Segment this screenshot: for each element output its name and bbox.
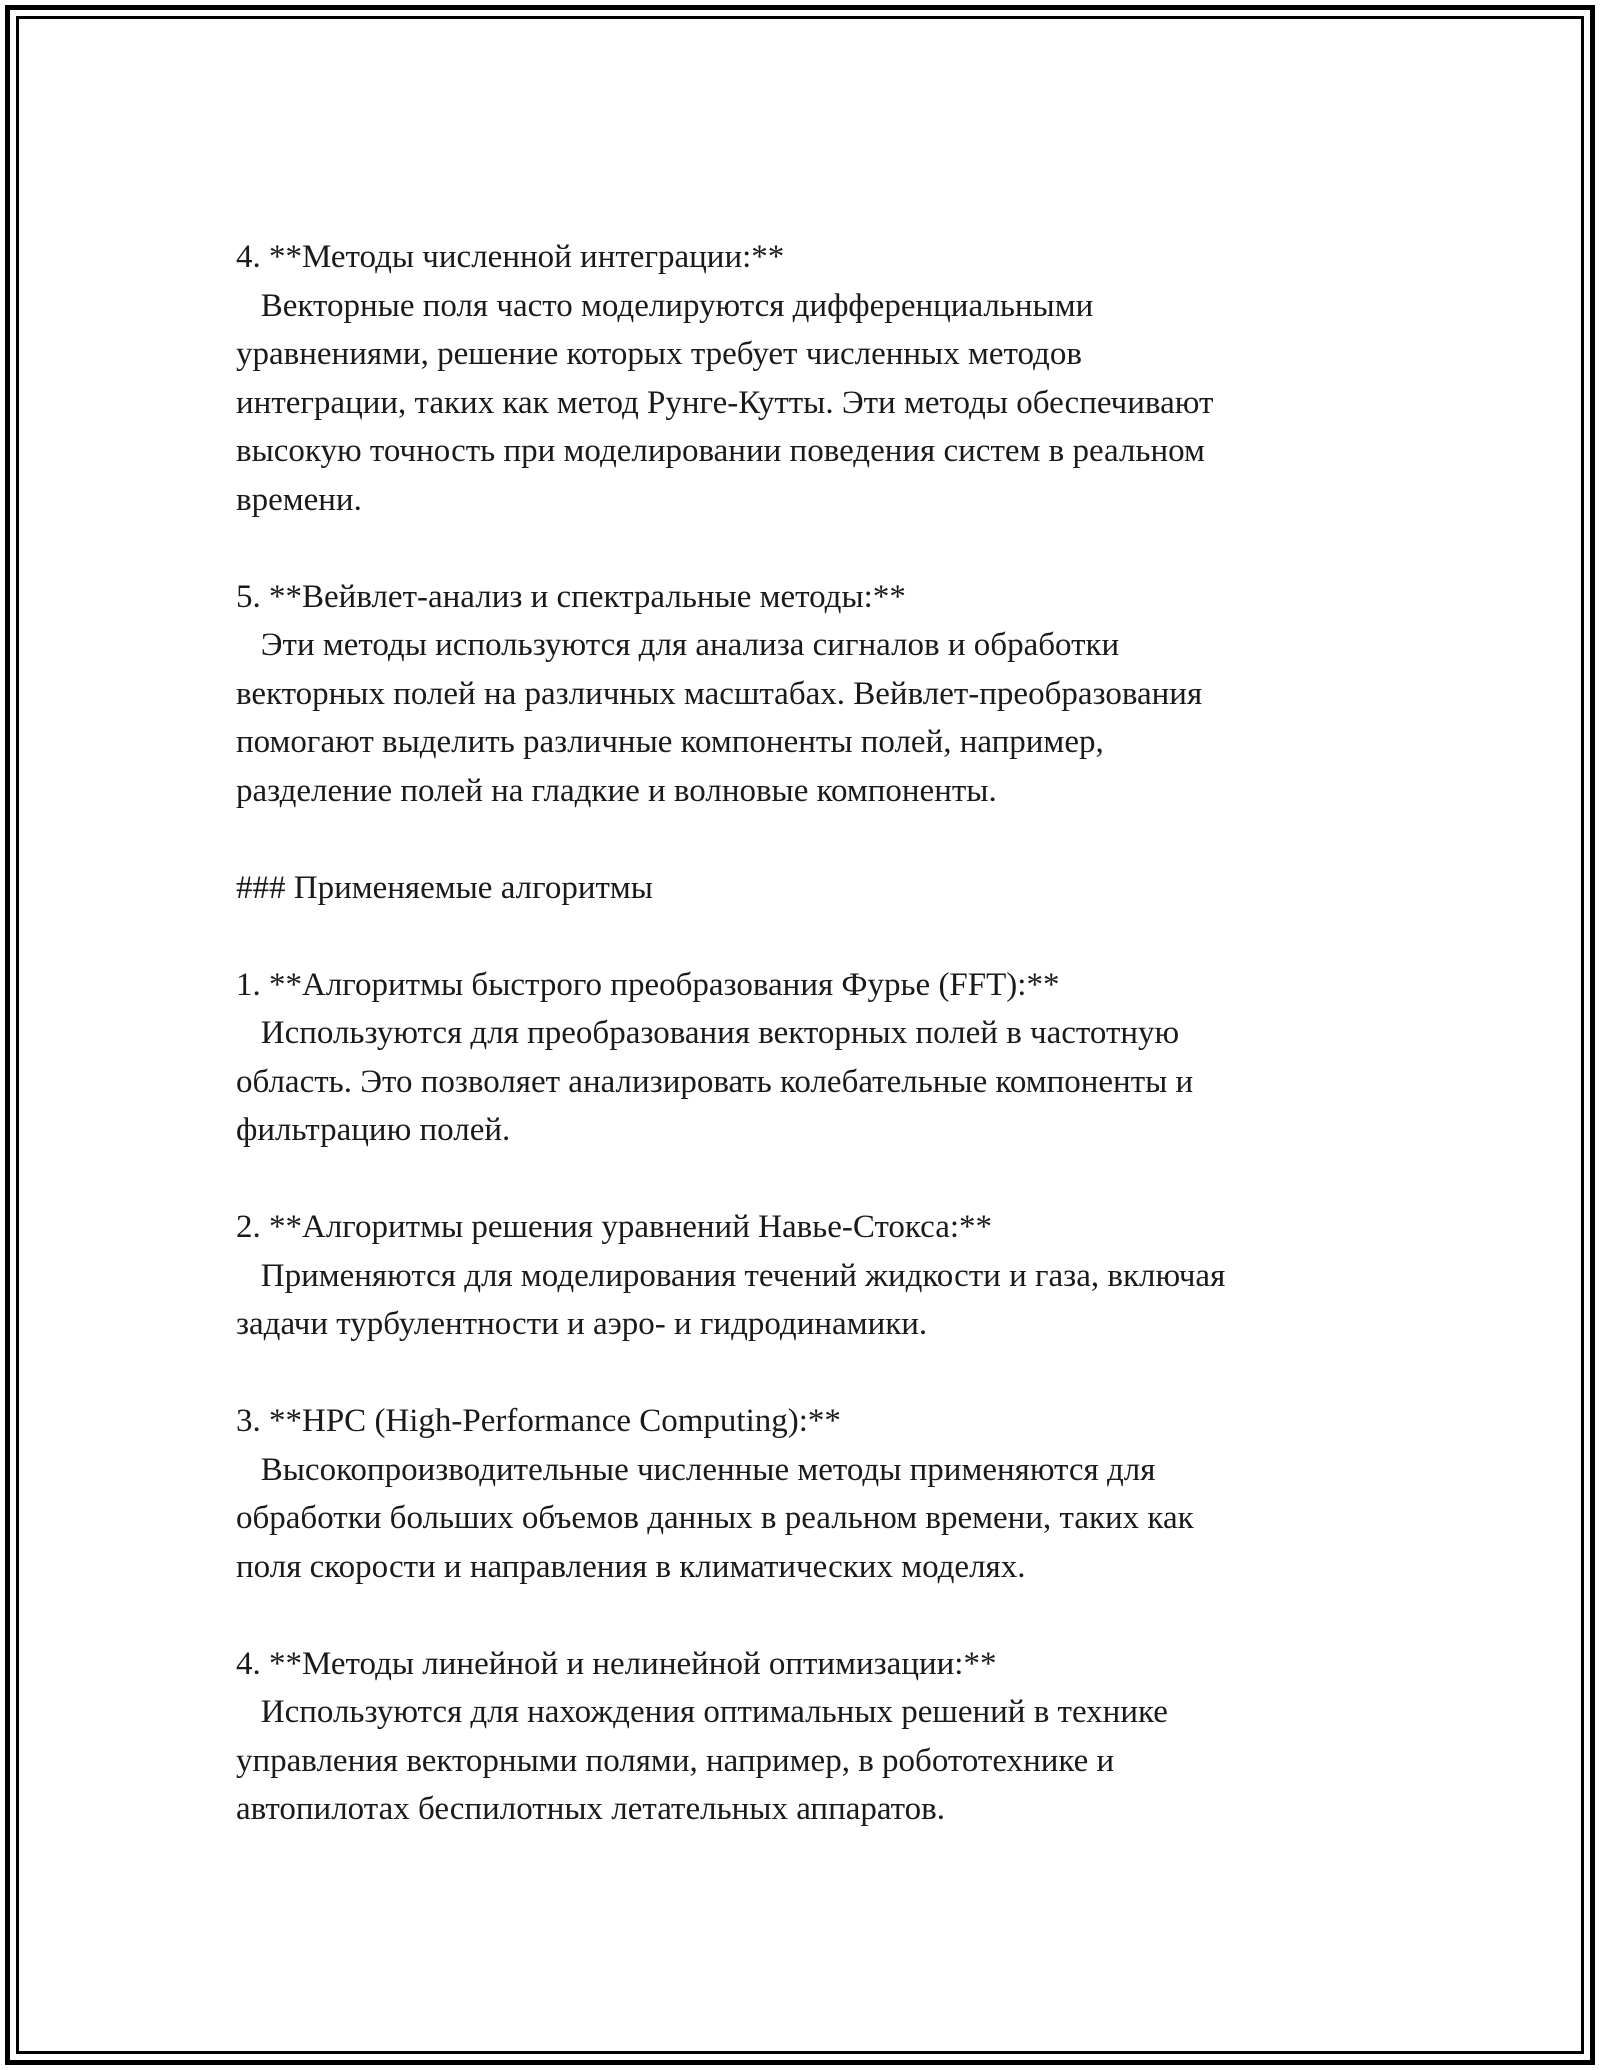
algorithm-optimization <box>236 1640 1376 1834</box>
paragraph-line: Эти методы используются для анализа сигналов и обработки <box>236 627 1120 663</box>
paragraph-line: уравнениями, решение которых требует численных методов <box>236 336 1082 372</box>
section-wavelet-analysis <box>236 573 1376 816</box>
paragraph-line: Векторные поля часто моделируются дифференциальными <box>236 287 1094 324</box>
paragraph-line: времени. <box>236 481 362 518</box>
paragraph-line: область. Это позволяет анализировать колебательные компоненты и <box>236 1063 1194 1100</box>
section-heading: 5. **Вейвлет-анализ и спектральные методы:** <box>236 578 906 615</box>
paragraph-line: Используются для нахождения оптимальных решений в технике <box>236 1694 1168 1730</box>
blank-line <box>236 912 1376 961</box>
section-heading: 4. **Методы численной интеграции:** <box>236 239 785 275</box>
blank-line <box>236 1349 1376 1398</box>
blank-line <box>236 1155 1376 1204</box>
section-numerical-integration <box>236 233 1376 524</box>
paragraph-line: векторных полей на различных масштабах. Вейвлет-преобразования <box>236 675 1203 712</box>
algorithm-hpc <box>236 1397 1376 1591</box>
paragraph-line: Применяются для моделирования течений жидкости и газа, включая <box>236 1257 1226 1294</box>
paragraph-line: Используются для преобразования векторных полей в частотную <box>236 1015 1180 1051</box>
paragraph-line: автопилотах беспилотных летательных аппаратов. <box>236 1791 945 1827</box>
paragraph-line: задачи турбулентности и аэро- и гидродинамики. <box>236 1306 928 1342</box>
paragraph-line: помогают выделить различные компоненты полей, например, <box>236 724 1104 760</box>
algorithm-heading: 4. **Методы линейной и нелинейной оптимизации:** <box>236 1645 997 1682</box>
paragraph-line: поля скорости и направления в климатических моделях. <box>236 1548 1026 1585</box>
paragraph-line: фильтрацию полей. <box>236 1112 511 1148</box>
algorithm-navier-stokes <box>236 1203 1376 1349</box>
algorithm-fft <box>236 961 1376 1155</box>
paragraph-line: управления векторными полями, например, в робототехнике и <box>236 1742 1115 1779</box>
document-body <box>236 233 1376 1834</box>
paragraph-line: разделение полей на гладкие и волновые компоненты. <box>236 772 997 809</box>
algorithm-heading: 2. **Алгоритмы решения уравнений Навье-Стокса:** <box>236 1209 993 1245</box>
algorithm-heading: 3. **HPC (High-Performance Computing):** <box>236 1403 841 1439</box>
blank-line <box>236 1591 1376 1640</box>
algorithms-section-heading: ### Применяемые алгоритмы <box>236 869 653 906</box>
paragraph-line: Высокопроизводительные численные методы применяются для <box>236 1451 1156 1488</box>
algorithm-heading: 1. **Алгоритмы быстрого преобразования Фурье (FFT):** <box>236 966 1060 1003</box>
paragraph-line: интеграции, таких как метод Рунге-Кутты. Эти методы обеспечивают <box>236 384 1214 421</box>
paragraph-line: обработки больших объемов данных в реальном времени, таких как <box>236 1500 1194 1536</box>
blank-line <box>236 815 1376 864</box>
blank-line <box>236 524 1376 573</box>
paragraph-line: высокую точность при моделировании поведения систем в реальном <box>236 433 1205 469</box>
